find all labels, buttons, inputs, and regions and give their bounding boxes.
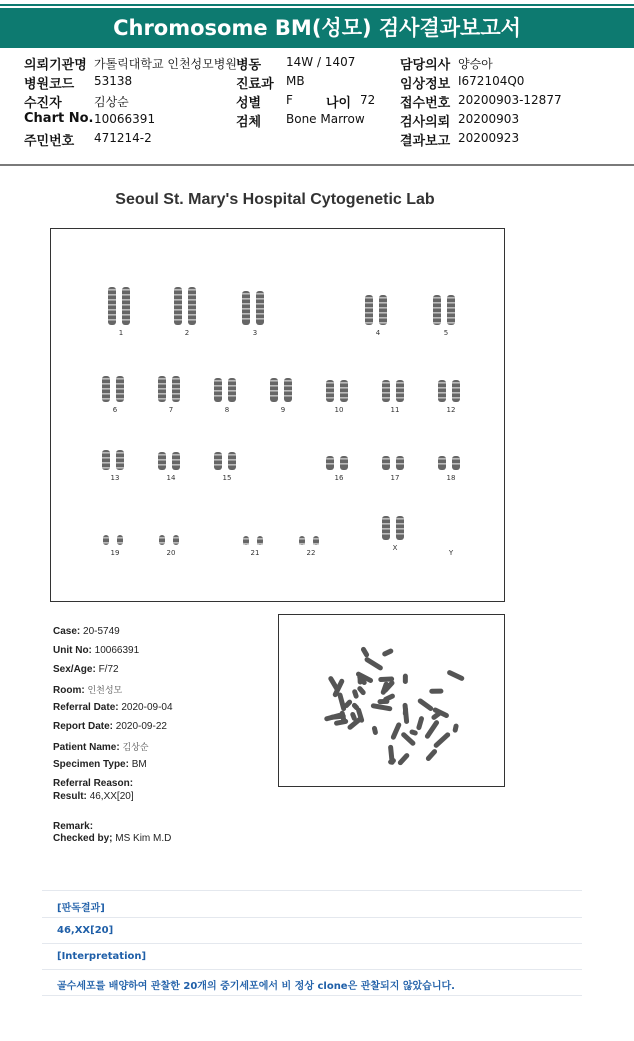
referral-label: Referral Date: [53,702,119,713]
chromosome-pair-18 [436,454,466,472]
patient-value: 김상순 [94,95,129,109]
chromosome-label-7: 7 [168,406,174,414]
institution-value: 가톨릭대학교 인천성모병원 [94,57,237,71]
chromosome-pair-11 [380,378,410,404]
patient-name-row [53,740,149,753]
chromosome-label-X: X [392,544,398,552]
specimen-type-value: BM [131,759,147,770]
receipt-value: 20200903-12877 [458,93,562,107]
chromosome-label-19: 19 [110,549,120,557]
checked-row [53,833,171,844]
report-date-value: 2020-09-22 [115,721,167,732]
chromosome-pair-16 [324,454,354,472]
chromosome-label-16: 16 [334,474,344,482]
sex-label: 성별 [236,96,262,111]
result-label: Result: [53,791,87,802]
clinical-label: 임상정보 [400,77,451,92]
reason-label: Referral Reason: [53,778,134,789]
karyotype-image [50,228,505,602]
report-title: Chromosome BM(성모) 검사결과보고서 [0,8,634,48]
chromosome-label-4: 4 [375,329,381,337]
chromosome-pair-6 [100,374,130,404]
age-label: 나이 [326,96,352,111]
dept-label: 진료과 [236,77,274,92]
chromosome-pair-21 [240,534,270,547]
header-top-line [0,4,634,6]
chart-value: 10066391 [94,112,156,126]
case-row [53,626,120,637]
patient-label: 수진자 [24,96,62,111]
chromosome-pair-3 [240,289,270,327]
report-label: 결과보고 [400,134,451,149]
chromosome-pair-9 [268,376,298,404]
interpretation-label: [Interpretation] [57,951,147,962]
sexage-value: F/72 [98,664,119,675]
metaphase-image [278,614,505,787]
chromosome-pair-1 [106,285,136,327]
metaphase-spread [279,615,505,787]
result-row [53,791,134,802]
remark-label: Remark: [53,821,94,832]
chromosome-pair-15 [212,450,242,472]
chromosome-pair-22 [296,534,326,547]
request-label: 검사의뢰 [400,115,451,130]
request-value: 20200903 [458,112,520,126]
chromosome-pair-10 [324,378,354,404]
chromosome-label-Y: Y [448,549,454,557]
room-label: Room: [53,685,85,696]
doctor-label: 담당의사 [400,58,451,73]
chromosome-label-6: 6 [112,406,118,414]
checked-label: Checked by; [53,833,113,844]
info-divider [0,164,634,166]
patient-name-label: Patient Name: [53,742,120,753]
chromosome-label-17: 17 [390,474,400,482]
chromosome-pair-4 [363,293,393,327]
specimen-label: 검체 [236,115,262,130]
remark-row [53,821,93,832]
ward-value: 14W / 1407 [286,55,356,69]
chromosome-pair-7 [156,374,186,404]
id-label: 주민번호 [24,134,75,149]
report-date-row [53,721,167,732]
receipt-label: 접수번호 [400,96,451,111]
chromosome-label-20: 20 [166,549,176,557]
chromosome-label-5: 5 [443,329,449,337]
lab-title: Seoul St. Mary's Hospital Cytogenetic Lab [115,191,435,208]
chromosome-pair-20 [156,533,186,547]
result-value: 46,XX[20] [89,791,134,802]
chromosome-pair-8 [212,376,242,404]
chromosome-label-22: 22 [306,549,316,557]
chromosome-label-18: 18 [446,474,456,482]
chromosome-label-3: 3 [252,329,258,337]
chromosome-pair-19 [100,533,130,547]
chromosome-label-14: 14 [166,474,176,482]
chromosome-label-12: 12 [446,406,456,414]
chromosome-label-2: 2 [184,329,190,337]
chromosome-label-9: 9 [280,406,286,414]
sexage-label: Sex/Age: [53,664,96,675]
chromosome-pair-17 [380,454,410,472]
chromosome-label-10: 10 [334,406,344,414]
unit-row [53,645,139,656]
id-value: 471214-2 [94,131,152,145]
reason-row [53,778,133,789]
age-value: 72 [360,93,376,107]
report-date-label: Report Date: [53,721,114,732]
interpretation-value: 골수세포를 배양하여 관찰한 20개의 중기세포에서 비 정상 clone은 관찰되지 않았습니다. [57,981,455,992]
chart-label: Chart No. [24,111,94,126]
chromosome-label-11: 11 [390,406,400,414]
case-value: 20-5749 [83,626,120,637]
chromosome-pair-2 [172,285,202,327]
dept-value: MB [286,74,305,88]
chromosome-pair-14 [156,450,186,472]
judgment-value: 46,XX[20] [57,925,114,936]
chromosome-label-8: 8 [224,406,230,414]
ward-label: 병동 [236,58,262,73]
chromosome-label-13: 13 [110,474,120,482]
sexage-row [53,664,119,675]
sex-value: F [286,93,293,107]
chromosome-pair-5 [431,293,461,327]
chromosome-pair-X [380,514,410,542]
hosp-code-value: 53138 [94,74,133,88]
chromosome-label-1: 1 [118,329,124,337]
patient-info [24,54,624,149]
chromosome-pair-13 [100,448,130,472]
referral-value: 2020-09-04 [121,702,173,713]
results-section [42,890,582,1000]
room-row [53,683,122,696]
unit-value: 10066391 [94,645,140,656]
specimen-value: Bone Marrow [286,112,365,126]
institution-label: 의뢰기관명 [24,58,87,73]
referral-row [53,702,173,713]
chromosome-label-21: 21 [250,549,260,557]
doctor-value: 양승아 [458,57,493,71]
unit-label: Unit No: [53,645,92,656]
chromosome-label-15: 15 [222,474,232,482]
patient-name-value: 김상순 [122,742,149,752]
checked-value: MS Kim M.D [115,833,172,844]
report-value: 20200923 [458,131,520,145]
clinical-value: I672104Q0 [458,74,525,88]
room-value: 인천성모 [87,685,123,695]
specimen-type-label: Specimen Type: [53,759,129,770]
case-label: Case: [53,626,81,637]
hosp-code-label: 병원코드 [24,77,75,92]
judgment-label: [판독결과] [57,903,105,914]
specimen-type-row [53,759,147,770]
chromosome-pair-12 [436,378,466,404]
